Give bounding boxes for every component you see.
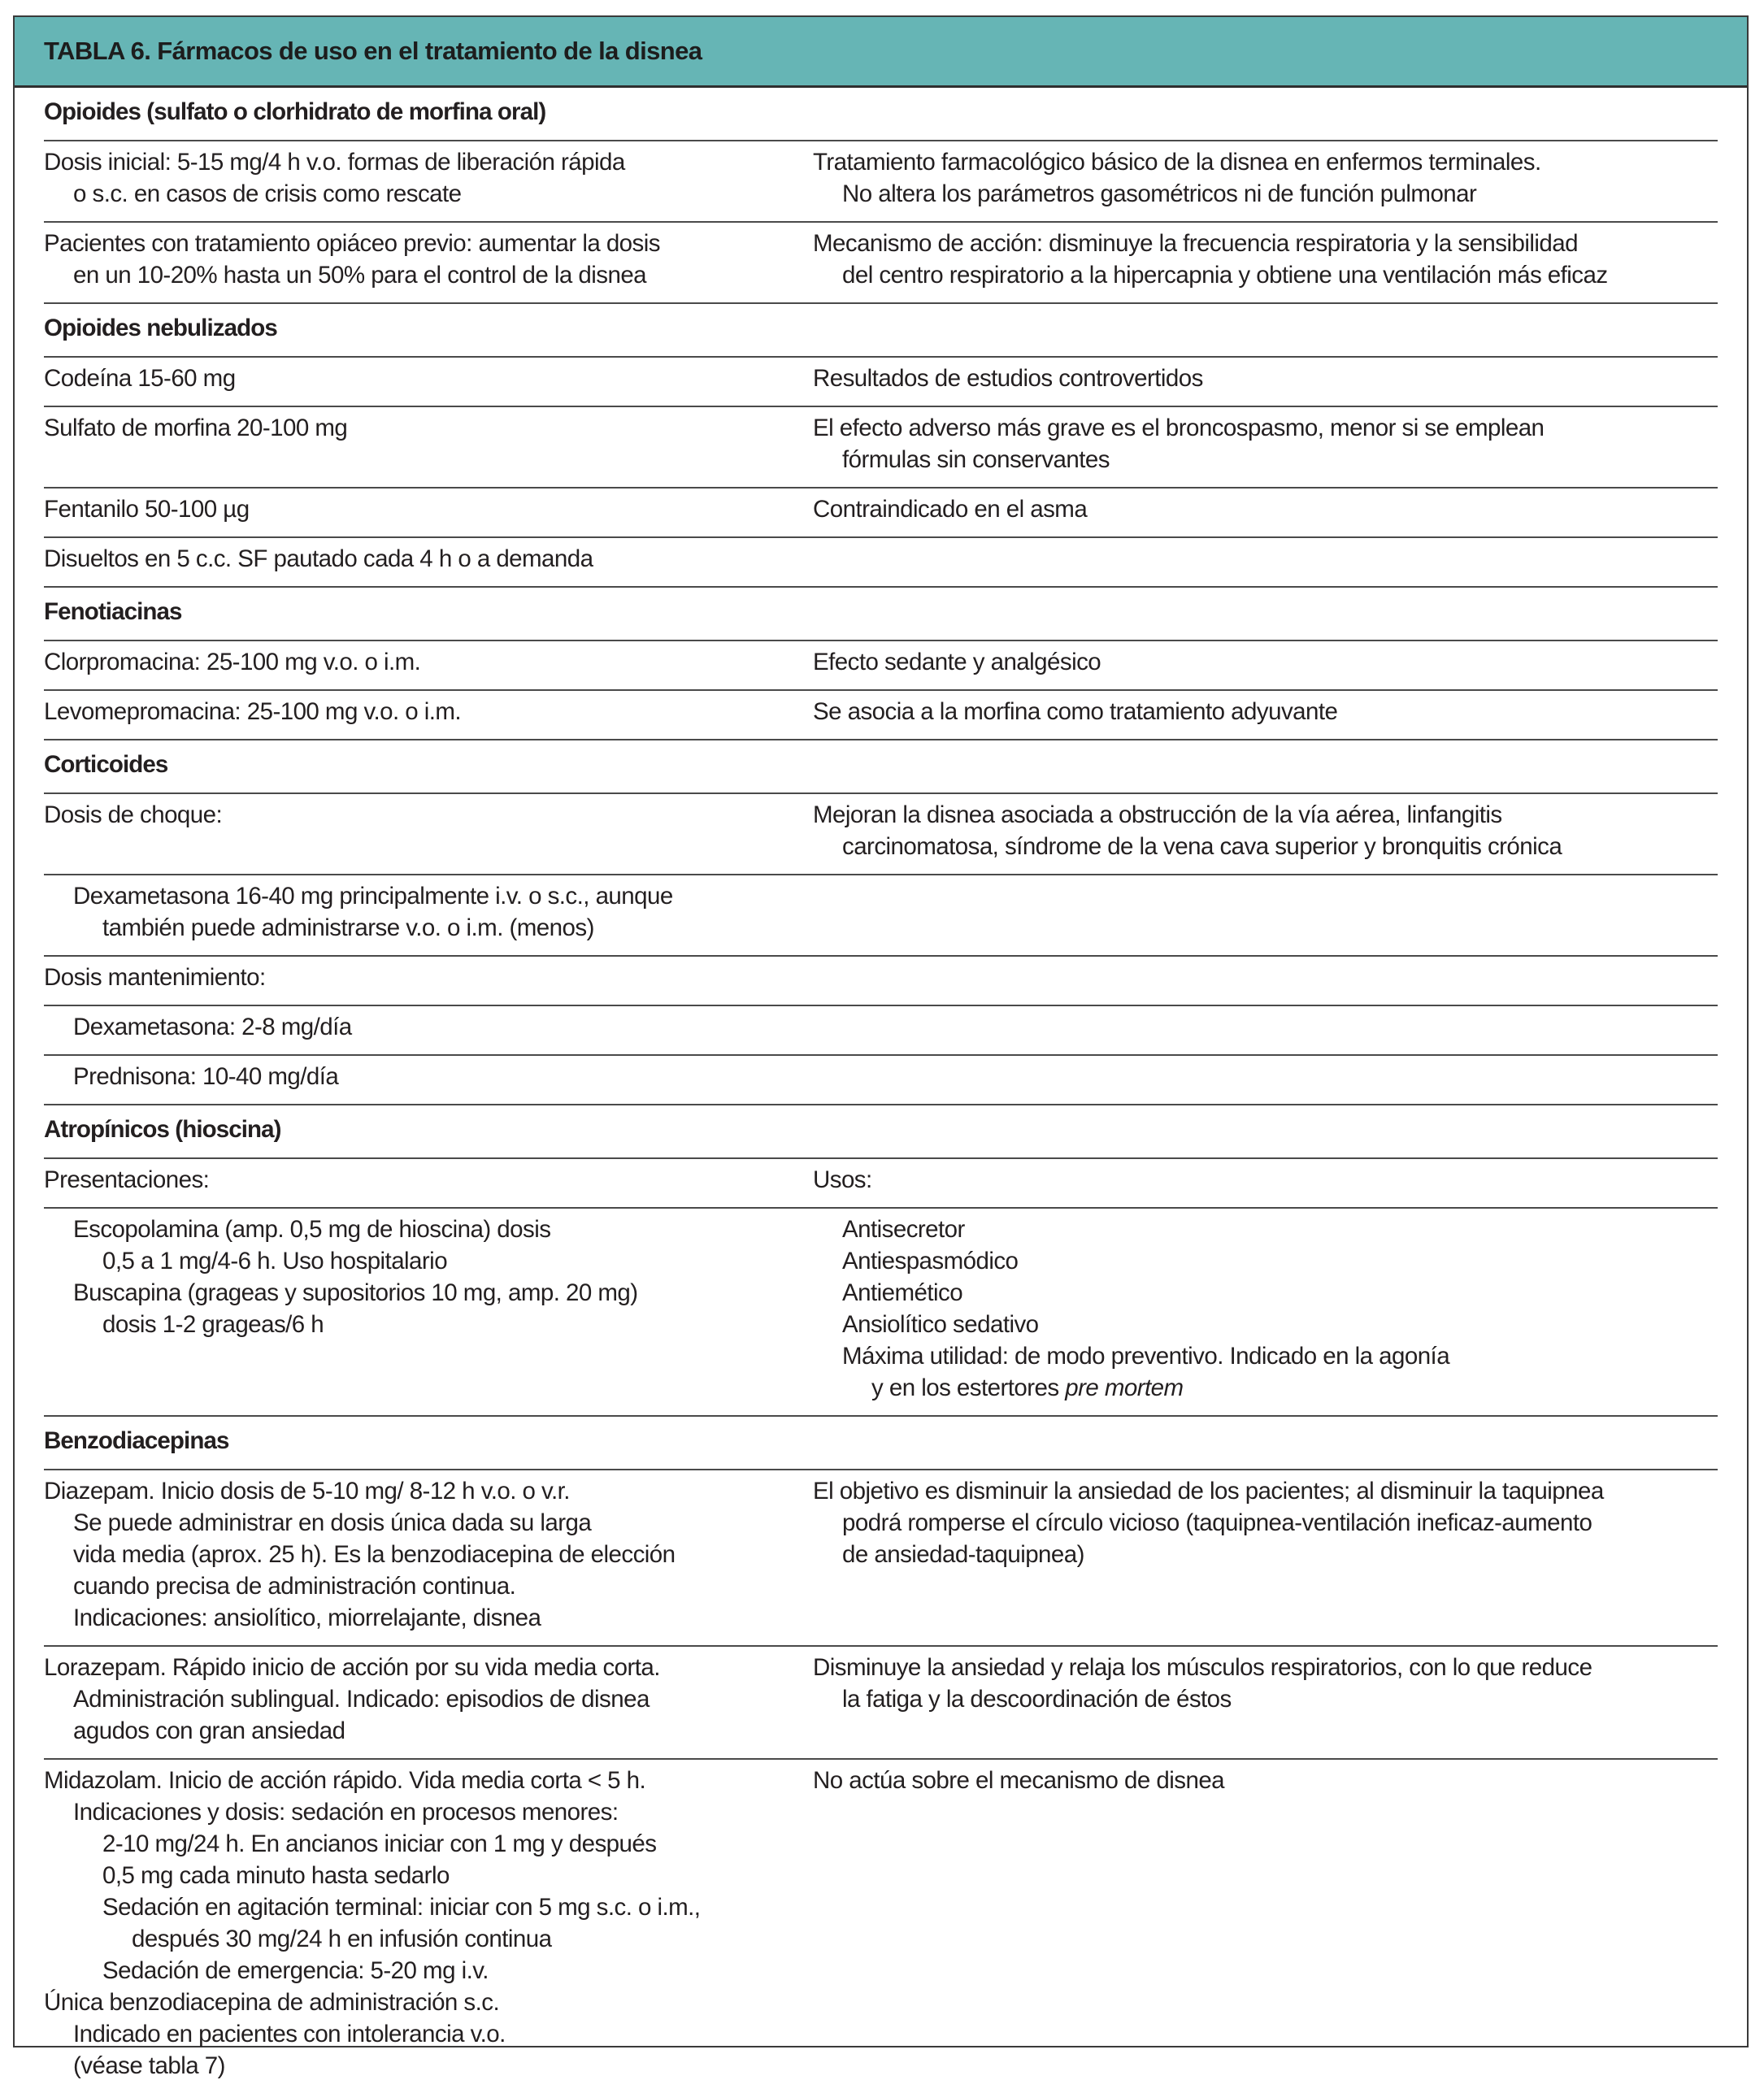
left-cell bbox=[44, 962, 813, 993]
table-header bbox=[15, 17, 1747, 88]
cell-line: vida media (aprox. 25 h). Es la benzodiacepina de elección bbox=[73, 1541, 676, 1568]
table-row bbox=[44, 407, 1718, 489]
table-row bbox=[44, 1056, 1718, 1105]
right-cell bbox=[813, 1011, 1718, 1043]
cell-line: podrá romperse el círculo vicioso (taquipnea-ventilación ineficaz-aumento bbox=[842, 1509, 1592, 1536]
cell-line: Indicaciones y dosis: sedación en procesos menores: bbox=[73, 1799, 619, 1826]
cell-line: la fatiga y la descoordinación de éstos bbox=[842, 1686, 1232, 1713]
section-header-row bbox=[44, 740, 1718, 794]
drug-table bbox=[13, 15, 1749, 2079]
table-body bbox=[44, 88, 1718, 2093]
right-cell bbox=[813, 228, 1718, 291]
section-title: Fenotiacinas bbox=[44, 598, 182, 625]
table-row bbox=[44, 1647, 1718, 1760]
section-title: Opioides nebulizados bbox=[44, 315, 277, 341]
cell-line: Indicaciones: ansiolítico, miorrelajante, disnea bbox=[73, 1604, 541, 1631]
right-cell bbox=[813, 1475, 1718, 1634]
cell-line: (véase tabla 7) bbox=[73, 2052, 225, 2079]
cell-line: Lorazepam. Rápido inicio de acción por su vida media corta. bbox=[44, 1654, 660, 1681]
cell-line: Dosis mantenimiento: bbox=[44, 964, 266, 991]
section-title: Atropínicos (hioscina) bbox=[44, 1116, 281, 1143]
cell-line: dosis 1-2 grageas/6 h bbox=[102, 1311, 324, 1338]
section-title: Corticoides bbox=[44, 751, 168, 778]
cell-line: Mecanismo de acción: disminuye la frecuencia respiratoria y la sensibilidad bbox=[813, 230, 1578, 257]
left-cell bbox=[44, 1061, 813, 1092]
right-cell bbox=[813, 1652, 1718, 1747]
left-cell bbox=[44, 1114, 813, 1145]
left-cell bbox=[44, 749, 813, 780]
right-cell bbox=[813, 412, 1718, 475]
cell-line: de ansiedad-taquipnea) bbox=[842, 1541, 1084, 1568]
right-cell bbox=[813, 596, 1718, 627]
cell-line: No altera los parámetros gasométricos ni de función pulmonar bbox=[842, 180, 1477, 207]
cell-line: Dexametasona: 2-8 mg/día bbox=[73, 1014, 352, 1040]
table-row bbox=[44, 1006, 1718, 1056]
left-cell bbox=[44, 412, 813, 475]
left-cell bbox=[44, 228, 813, 291]
section-title: Opioides (sulfato o clorhidrato de morfina oral) bbox=[44, 98, 546, 125]
table-row bbox=[44, 1159, 1718, 1209]
left-cell bbox=[44, 1475, 813, 1634]
cell-line: Tratamiento farmacológico básico de la disnea en enfermos terminales. bbox=[813, 149, 1541, 176]
cell-line bbox=[813, 1372, 1718, 1404]
text: y en los estertores bbox=[871, 1374, 1066, 1401]
cell-line: Prednisona: 10-40 mg/día bbox=[73, 1063, 339, 1090]
right-cell bbox=[813, 1765, 1718, 2082]
right-cell bbox=[813, 880, 1718, 944]
cell-line: 0,5 a 1 mg/4-6 h. Uso hospitalario bbox=[102, 1248, 448, 1274]
cell-line: Diazepam. Inicio dosis de 5-10 mg/ 8-12 h v.o. o v.r. bbox=[44, 1478, 570, 1505]
cell-line: Única benzodiacepina de administración s.c. bbox=[44, 1989, 500, 2016]
right-cell bbox=[813, 1214, 1718, 1404]
cell-line: 0,5 mg cada minuto hasta sedarlo bbox=[102, 1862, 450, 1889]
cell-line: Antiemético bbox=[842, 1279, 963, 1306]
cell-line: Efecto sedante y analgésico bbox=[813, 649, 1101, 675]
cell-line: Contraindicado en el asma bbox=[813, 496, 1088, 523]
right-cell bbox=[813, 543, 1718, 575]
left-cell bbox=[44, 696, 813, 727]
cell-line: Mejoran la disnea asociada a obstrucción de la vía aérea, linfangitis bbox=[813, 801, 1502, 828]
left-cell bbox=[44, 146, 813, 210]
cell-line: agudos con gran ansiedad bbox=[73, 1717, 345, 1744]
table-row bbox=[44, 1470, 1718, 1647]
cell-line: Antisecretor bbox=[842, 1216, 965, 1243]
cell-line: en un 10-20% hasta un 50% para el control de la disnea bbox=[73, 262, 647, 289]
cell-line: Indicado en pacientes con intolerancia v.o. bbox=[73, 2021, 506, 2047]
left-cell bbox=[44, 646, 813, 678]
cell-line: Sulfato de morfina 20-100 mg bbox=[44, 415, 348, 441]
cell-line: Disueltos en 5 c.c. SF pautado cada 4 h o a demanda bbox=[44, 545, 593, 572]
section-header-row bbox=[44, 88, 1718, 141]
table-row bbox=[44, 875, 1718, 957]
table-row bbox=[44, 1209, 1718, 1417]
section-header-row bbox=[44, 588, 1718, 641]
cell-line: después 30 mg/24 h en infusión continua bbox=[132, 1926, 552, 1952]
cell-line: carcinomatosa, síndrome de la vena cava superior y bronquitis crónica bbox=[842, 833, 1562, 860]
right-cell bbox=[813, 312, 1718, 344]
section-header-row bbox=[44, 304, 1718, 358]
section-header-row bbox=[44, 1417, 1718, 1470]
table-row bbox=[44, 957, 1718, 1006]
right-cell bbox=[813, 96, 1718, 128]
cell-line: No actúa sobre el mecanismo de disnea bbox=[813, 1767, 1225, 1794]
table-row bbox=[44, 641, 1718, 691]
section-header-row bbox=[44, 1105, 1718, 1159]
table-row bbox=[44, 794, 1718, 875]
cell-line: Clorpromacina: 25-100 mg v.o. o i.m. bbox=[44, 649, 421, 675]
left-cell bbox=[44, 1214, 813, 1404]
cell-line: cuando precisa de administración continua. bbox=[73, 1573, 516, 1600]
cell-line: Levomepromacina: 25-100 mg v.o. o i.m. bbox=[44, 698, 462, 725]
cell-line: también puede administrarse v.o. o i.m. (menos) bbox=[102, 914, 594, 941]
left-cell bbox=[44, 880, 813, 944]
table-row bbox=[44, 1760, 1718, 2093]
left-cell bbox=[44, 1652, 813, 1747]
cell-line: Midazolam. Inicio de acción rápido. Vida media corta < 5 h. bbox=[44, 1767, 646, 1794]
right-cell bbox=[813, 1425, 1718, 1457]
right-cell bbox=[813, 493, 1718, 525]
cell-line: o s.c. en casos de crisis como rescate bbox=[73, 180, 462, 207]
cell-line: Sedación de emergencia: 5-20 mg i.v. bbox=[102, 1957, 489, 1984]
cell-line: Dosis inicial: 5-15 mg/4 h v.o. formas de liberación rápida bbox=[44, 149, 625, 176]
cell-line: Máxima utilidad: de modo preventivo. Indicado en la agonía bbox=[842, 1343, 1450, 1370]
table-row bbox=[44, 489, 1718, 538]
cell-line: El objetivo es disminuir la ansiedad de los pacientes; al disminuir la taquipnea bbox=[813, 1478, 1604, 1505]
cell-line: Pacientes con tratamiento opiáceo previo: aumentar la dosis bbox=[44, 230, 660, 257]
right-cell bbox=[813, 749, 1718, 780]
cell-line: Escopolamina (amp. 0,5 mg de hioscina) dosis bbox=[73, 1216, 551, 1243]
right-cell bbox=[813, 1114, 1718, 1145]
cell-line: El efecto adverso más grave es el broncospasmo, menor si se emplean bbox=[813, 415, 1545, 441]
table-row bbox=[44, 223, 1718, 304]
cell-line: Dosis de choque: bbox=[44, 801, 223, 828]
cell-line: Ansiolítico sedativo bbox=[842, 1311, 1039, 1338]
cell-line: Administración sublingual. Indicado: episodios de disnea bbox=[73, 1686, 650, 1713]
cell-line: Antiespasmódico bbox=[842, 1248, 1019, 1274]
left-cell bbox=[44, 1011, 813, 1043]
cell-line: Presentaciones: bbox=[44, 1166, 210, 1193]
table-row bbox=[44, 538, 1718, 588]
cell-line: del centro respiratorio a la hipercapnia y obtiene una ventilación más eficaz bbox=[842, 262, 1608, 289]
left-cell bbox=[44, 1765, 813, 2082]
right-cell bbox=[813, 646, 1718, 678]
right-cell bbox=[813, 962, 1718, 993]
left-cell bbox=[44, 596, 813, 627]
left-cell bbox=[44, 96, 813, 128]
cell-line: Usos: bbox=[813, 1166, 872, 1193]
right-cell bbox=[813, 146, 1718, 210]
right-cell bbox=[813, 799, 1718, 862]
cell-line: fórmulas sin conservantes bbox=[842, 446, 1110, 473]
cell-line: Resultados de estudios controvertidos bbox=[813, 365, 1203, 392]
table-title: TABLA 6. Fármacos de uso en el tratamiento de la disnea bbox=[44, 37, 702, 65]
right-cell bbox=[813, 1061, 1718, 1092]
table-row bbox=[44, 691, 1718, 740]
left-cell bbox=[44, 493, 813, 525]
cell-line: Fentanilo 50-100 µg bbox=[44, 496, 250, 523]
section-title: Benzodiacepinas bbox=[44, 1427, 229, 1454]
cell-line: Buscapina (grageas y supositorios 10 mg, amp. 20 mg) bbox=[73, 1279, 638, 1306]
cell-line: Se asocia a la morfina como tratamiento adyuvante bbox=[813, 698, 1338, 725]
cell-line: Se puede administrar en dosis única dada su larga bbox=[73, 1509, 592, 1536]
left-cell bbox=[44, 363, 813, 394]
left-cell bbox=[44, 1164, 813, 1196]
cell-line: Disminuye la ansiedad y relaja los músculos respiratorios, con lo que reduce bbox=[813, 1654, 1592, 1681]
left-cell bbox=[44, 312, 813, 344]
cell-line: Dexametasona 16-40 mg principalmente i.v. o s.c., aunque bbox=[73, 883, 673, 910]
left-cell bbox=[44, 799, 813, 862]
right-cell bbox=[813, 363, 1718, 394]
table-row bbox=[44, 141, 1718, 223]
right-cell bbox=[813, 696, 1718, 727]
cell-line: Codeína 15-60 mg bbox=[44, 365, 236, 392]
cell-line: Sedación en agitación terminal: iniciar con 5 mg s.c. o i.m., bbox=[102, 1894, 701, 1921]
left-cell bbox=[44, 1425, 813, 1457]
right-cell bbox=[813, 1164, 1718, 1196]
table-row bbox=[44, 358, 1718, 407]
left-cell bbox=[44, 543, 813, 575]
italic-text: pre mortem bbox=[1065, 1374, 1184, 1401]
cell-line: 2-10 mg/24 h. En ancianos iniciar con 1 mg y después bbox=[102, 1830, 657, 1857]
